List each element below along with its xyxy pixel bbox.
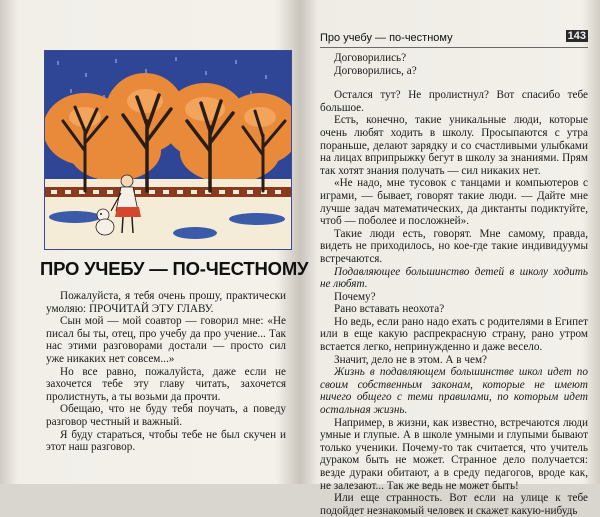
paragraph: Но все равно, пожалуйста, даже если не захочется тебе эту главу читать, захочется пролистнуть, а ты возьми да прочти. <box>46 365 286 403</box>
paragraph: Я буду стараться, чтобы тебе не был скучен и этот наш разговор. <box>46 428 286 454</box>
right-body-text <box>320 52 588 517</box>
paragraph: Или еще странность. Вот если на улице к тебе подойдет незнакомый человек и скажет какую-нибудь <box>320 492 588 517</box>
paragraph: Есть, конечно, такие уникальные люди, которые очень любят ходить в школу. Просыпаются с утра пораньше, делают зарядку и со счастливыми улыбками на лицах вприпрыжку бегут в школу за знаниями. Прям так хотят знания получать — сил никаких нет. <box>320 114 588 177</box>
paragraph: Но ведь, если рано надо ехать с родителями в Египет или в еще какую распрекрасную страну, рано утром встается легко, непринужденно и даже весело. <box>320 315 588 354</box>
paragraph: Такие люди есть, говорят. Мне самому, правда, видеть не приходилось, но кое-где такие индивидуумы встречаются. <box>320 227 588 265</box>
left-page <box>0 0 309 484</box>
running-head-title: Про учебу — по-честному <box>320 32 453 44</box>
paragraph: Договорились, а? <box>334 64 417 77</box>
paragraph: Значит, дело не в этом. А в чем? <box>334 353 488 366</box>
paragraph: Пожалуйста, я тебя очень прошу, практически умоляю: ПРОЧИТАЙ ЭТУ ГЛАВУ. <box>46 290 286 315</box>
left-body-text <box>46 290 286 454</box>
paragraph: Например, в жизни, как известно, встречаются люди умные и глупые. А в школе умными и глупыми бывают только ученики. Почему-то так считается, что учитель дураком быть не может. Странное дело получается: везде дураки обитают, а в среду педагогов, вроде как, не залезают... Так же ведь не может быть! <box>320 416 588 492</box>
paragraph: Остался тут? Не пролистнул? Вот спасибо тебе большое. <box>320 89 588 114</box>
running-head <box>320 32 588 48</box>
right-page <box>302 0 600 517</box>
page-number: 143 <box>567 30 586 42</box>
paragraph: Подавляющее большинство детей в школу ходить не любят. <box>320 265 588 291</box>
paragraph: Почему? <box>334 290 376 303</box>
paragraph: Рано вставать неохота? <box>334 303 445 316</box>
paragraph: Договорились? <box>334 52 407 64</box>
paragraph: Обещаю, что не буду тебя поучать, а поведу разговор честный и важный. <box>46 403 286 428</box>
paragraph: «Не надо, мне тусовок с танцами и компьютеров с играми, — бывает, говорят такие люди. — Дайте мне лучше задач математических, да диктанты подиктуйте, чтоб — поболее и посложней». <box>320 177 588 228</box>
paragraph: Жизнь в подавляющем большинстве школ идет по своим собственным законам, которые не имеют ничего общего с теми правилами, по которым идет остальная жизнь. <box>320 366 588 417</box>
paragraph: Сын мой — мой соавтор — говорил мне: «Не писал бы ты, отец, про учебу да про учение... Так нас этими разговорами достали — просто сил уже никаких нет совсем...» <box>46 315 286 365</box>
autumn-illustration <box>44 50 292 250</box>
chapter-title: ПРО УЧЕБУ — ПО-ЧЕСТНОМУ <box>40 258 309 279</box>
